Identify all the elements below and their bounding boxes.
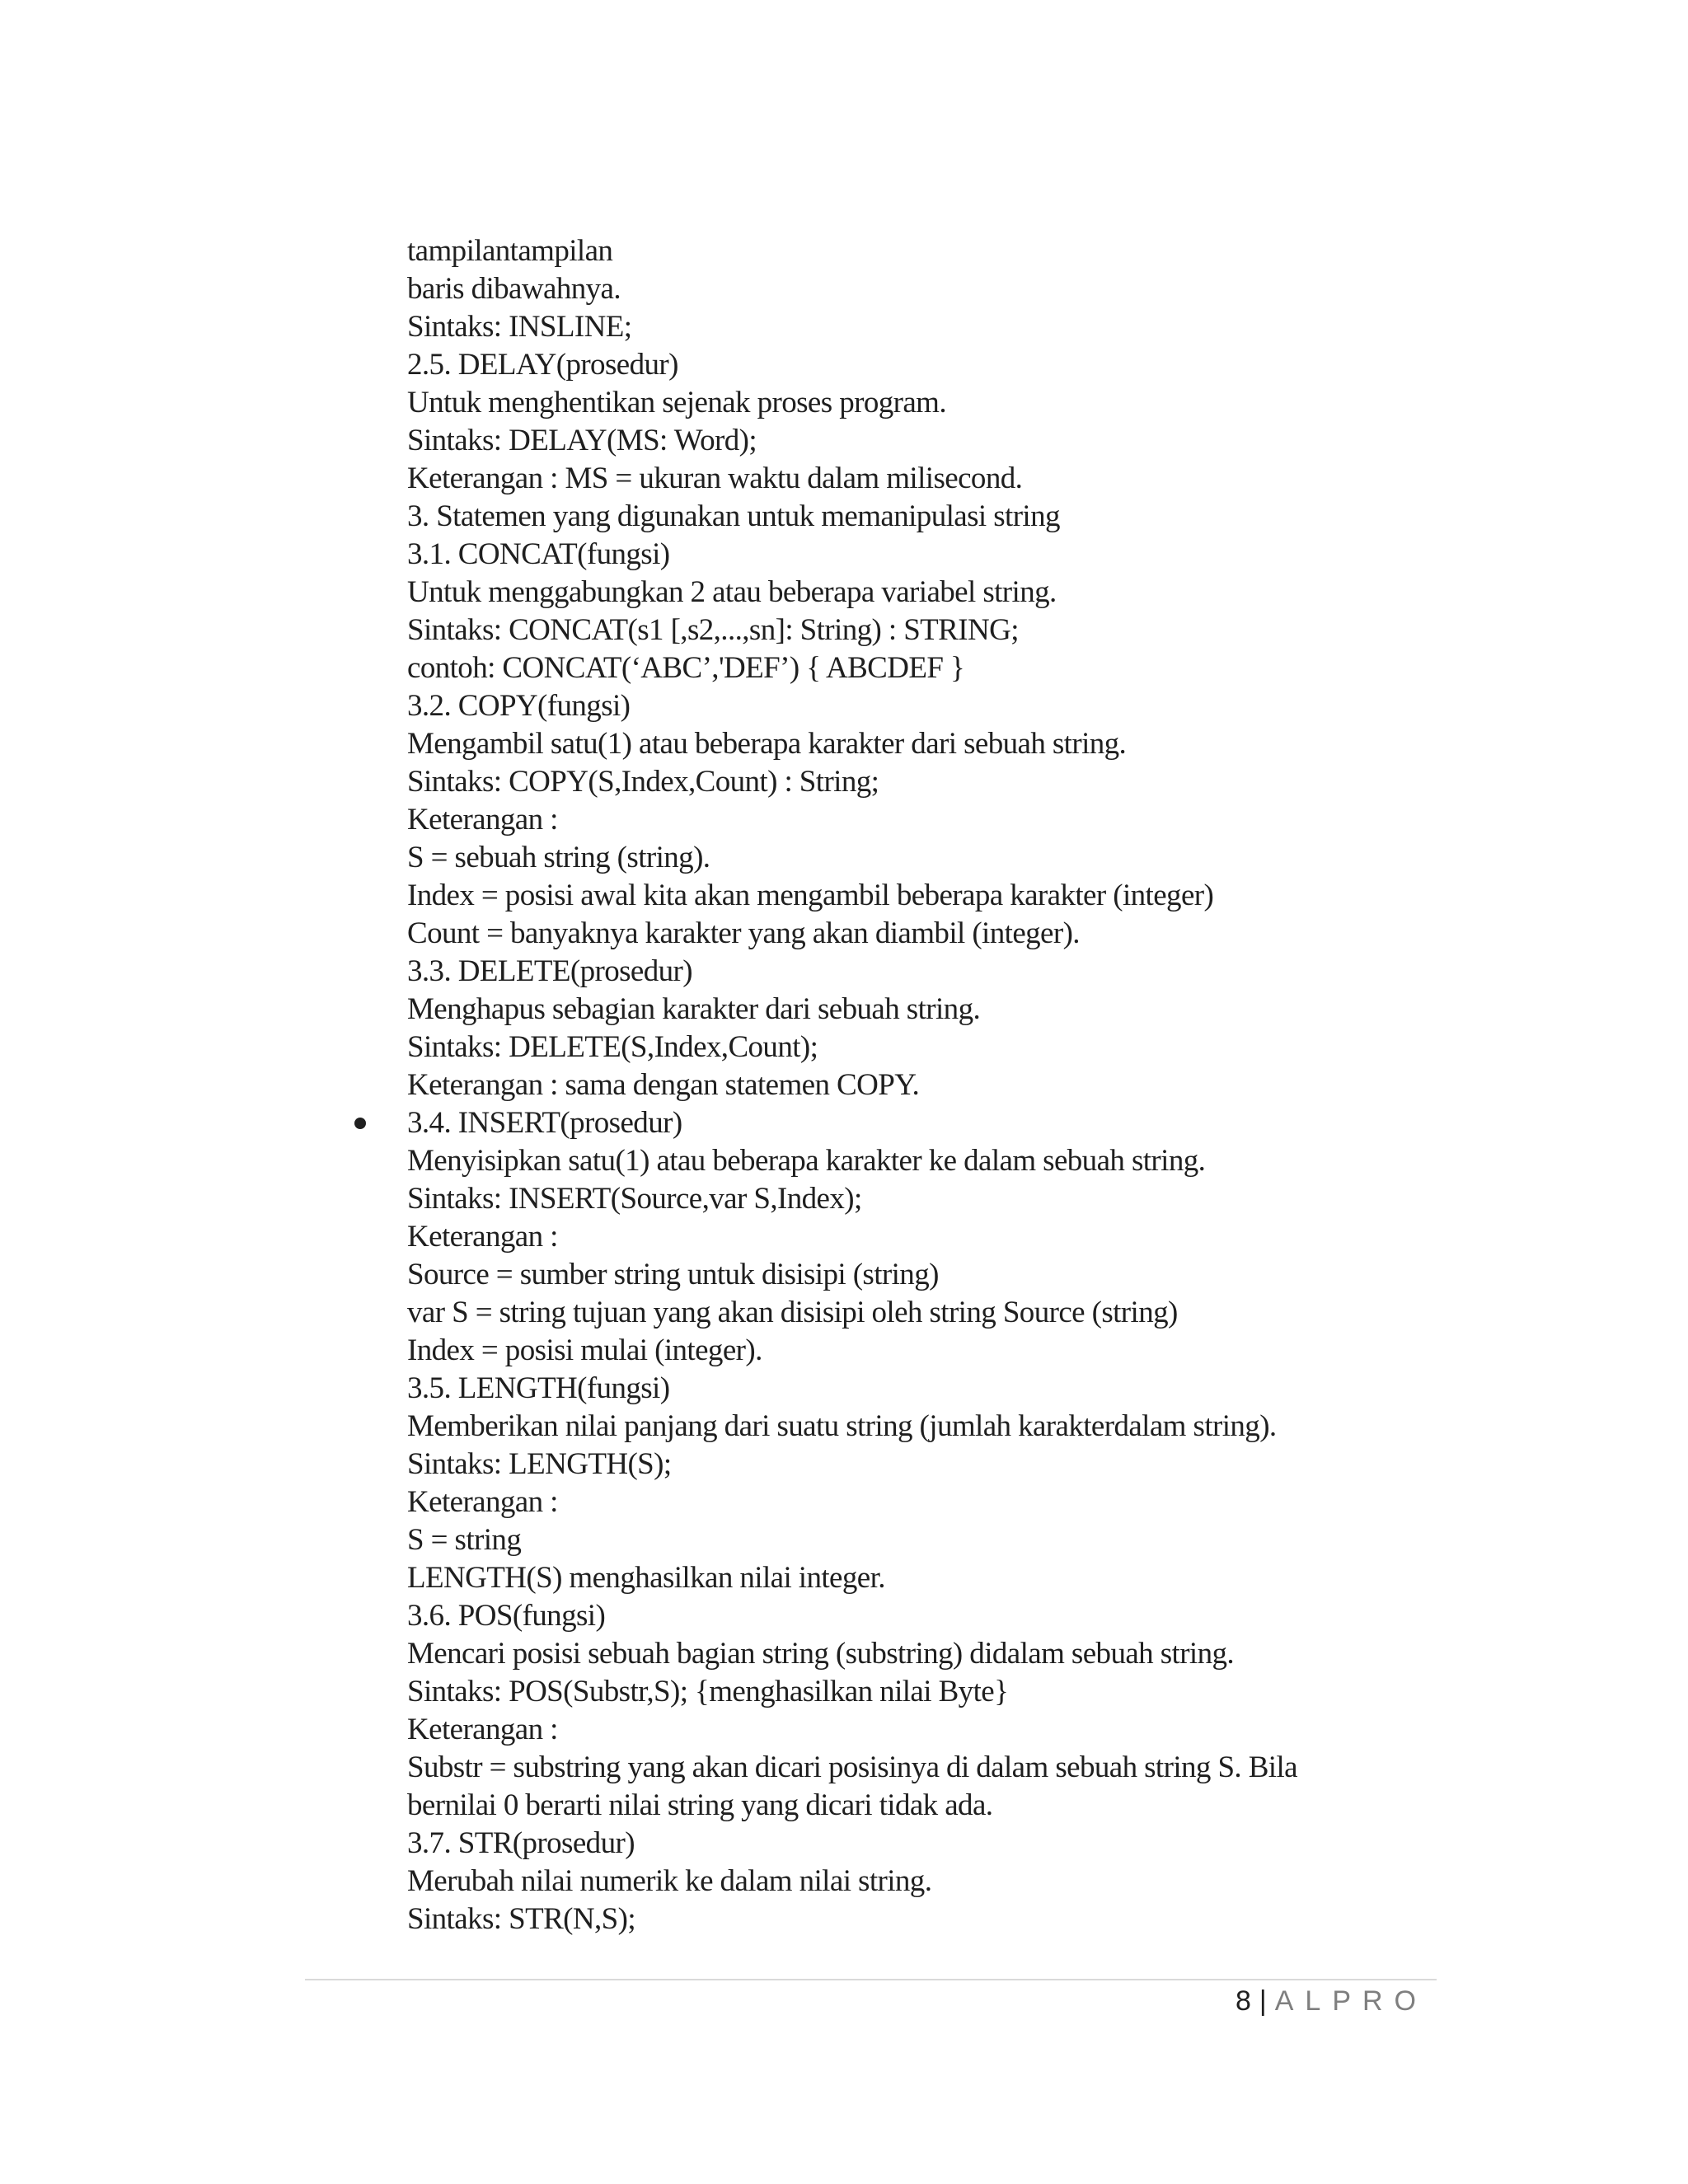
text-line: Sintaks: INSLINE;	[407, 310, 632, 344]
text-line: S = string	[407, 1523, 522, 1557]
text-line: Index = posisi mulai (integer).	[407, 1333, 762, 1367]
text-line: Memberikan nilai panjang dari suatu string (jumlah karakterdalam string).	[407, 1409, 1277, 1443]
section-heading: 3.3. DELETE(prosedur)	[407, 954, 692, 988]
text-line: Untuk menggabungkan 2 atau beberapa variabel string.	[407, 575, 1057, 609]
section-heading: 3.7. STR(prosedur)	[407, 1826, 635, 1860]
text-line: Mencari posisi sebuah bagian string (substring) didalam sebuah string.	[407, 1637, 1235, 1671]
text-line: bernilai 0 berarti nilai string yang dicari tidak ada.	[407, 1788, 993, 1822]
text-line: Keterangan :	[407, 803, 558, 837]
text-line: Sintaks: DELETE(S,Index,Count);	[407, 1030, 818, 1064]
text-line: LENGTH(S) menghasilkan nilai integer.	[407, 1561, 885, 1595]
text-line: var S = string tujuan yang akan disisipi oleh string Source (string)	[407, 1296, 1178, 1329]
footer-separator: |	[1259, 1985, 1267, 2017]
section-heading: 3.6. POS(fungsi)	[407, 1599, 606, 1633]
section-heading: 3.5. LENGTH(fungsi)	[407, 1371, 670, 1405]
text-line: baris dibawahnya.	[407, 272, 621, 306]
text-line: Substr = substring yang akan dicari posisinya di dalam sebuah string S. Bila	[407, 1750, 1297, 1784]
bullet-icon	[354, 1118, 366, 1129]
text-line: Sintaks: DELAY(MS: Word);	[407, 424, 757, 457]
text-line: Source = sumber string untuk disisipi (string)	[407, 1258, 939, 1291]
text-line: Keterangan : MS = ukuran waktu dalam milisecond.	[407, 462, 1023, 495]
section-heading: 3.1. CONCAT(fungsi)	[407, 537, 670, 571]
text-line: Merubah nilai numerik ke dalam nilai string.	[407, 1864, 932, 1898]
text-line: Sintaks: LENGTH(S);	[407, 1447, 672, 1481]
body-text	[407, 232, 1437, 1938]
text-line: Untuk menghentikan sejenak proses program.	[407, 386, 946, 419]
text-line: Menyisipkan satu(1) atau beberapa karakter ke dalam sebuah string.	[407, 1144, 1206, 1178]
text-line: Keterangan :	[407, 1220, 558, 1254]
page-number: 8	[1235, 1985, 1251, 2017]
section-heading: 3. Statemen yang digunakan untuk memanipulasi string	[407, 499, 1060, 533]
text-line: Count = banyaknya karakter yang akan diambil (integer).	[407, 916, 1080, 950]
text-line: Keterangan : sama dengan statemen COPY.	[407, 1068, 920, 1102]
text-line: Keterangan :	[407, 1713, 558, 1746]
text-line: contoh: CONCAT(‘ABC’,'DEF’) { ABCDEF }	[407, 651, 965, 685]
text-line: tampilantampilan	[407, 234, 613, 268]
text-line: Sintaks: POS(Substr,S); {menghasilkan nilai Byte}	[407, 1675, 1009, 1708]
section-heading: 2.5. DELAY(prosedur)	[407, 348, 678, 382]
text-line: S = sebuah string (string).	[407, 841, 710, 874]
text-line: Index = posisi awal kita akan mengambil beberapa karakter (integer)	[407, 879, 1214, 912]
text-line: Sintaks: STR(N,S);	[407, 1902, 636, 1936]
text-line: Sintaks: COPY(S,Index,Count) : String;	[407, 765, 879, 799]
page-footer	[1236, 1983, 1428, 2019]
text-line: Sintaks: INSERT(Source,var S,Index);	[407, 1182, 862, 1216]
text-line: Keterangan :	[407, 1485, 558, 1519]
footer-title: ALPRO	[1274, 1985, 1428, 2017]
footer-divider	[305, 1979, 1437, 1980]
text-line: Mengambil satu(1) atau beberapa karakter dari sebuah string.	[407, 727, 1127, 761]
section-heading-text: 3.4. INSERT(prosedur)	[407, 1106, 682, 1140]
text-line: Sintaks: CONCAT(s1 [,s2,...,sn]: String) : STRING;	[407, 613, 1019, 647]
section-heading: 3.2. COPY(fungsi)	[407, 689, 631, 723]
text-line: Menghapus sebagian karakter dari sebuah string.	[407, 992, 981, 1026]
bulleted-section-heading	[407, 1104, 1437, 1142]
